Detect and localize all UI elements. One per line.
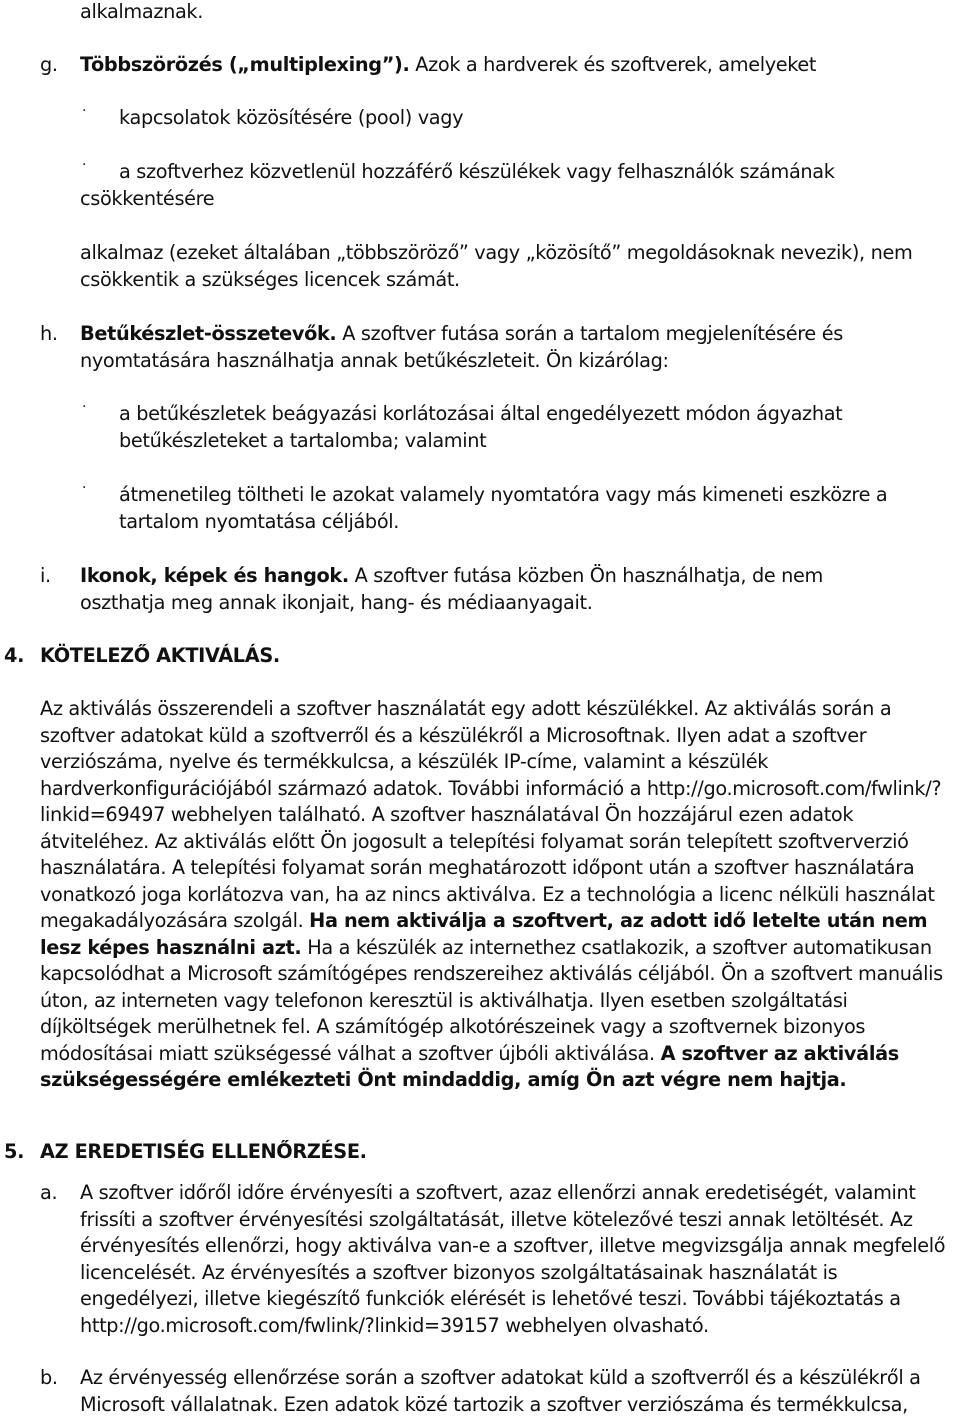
item-h-bullet-2: átmenetileg töltheti le azokat valamely nyomtatóra vagy más kimeneti eszközre a tartalom nyomtatása céljából. [119, 483, 888, 533]
item-g-paragraph [80, 52, 940, 79]
item-i-paragraph [80, 563, 900, 616]
item-h-marker: h. [40, 322, 58, 345]
intro-tail-text: alkalmaznak. [80, 0, 204, 23]
section-4-para-2: Ha a készülék az internethez csatlakozik, a szoftver automatikusan kapcsolódhat a Microsoft számítógépes rendszereihez aktiválás céljából. Ön a szoftvert manuális úton, az interneten vagy telefonon keresztül is aktiválhatja. Ilyen esetben szolgáltatási díjköltségek merülhetnek fel. A számítógép alkotórészeinek vagy a szoftvernek bizonyos módosításai miatt szükségessé válhat a szoftver újbóli aktiválása. [40, 935, 943, 1065]
section-4-heading: KÖTELEZŐ AKTIVÁLÁS. [40, 644, 280, 667]
section-5-a-text: A szoftver időről időre érvényesíti a szoftvert, azaz ellenőrzi annak eredetiségét, valamint frissíti a szoftver érvényesítési szolgáltatását, illetve kötelezővé teszi annak letöltését. Az érvényesítés ellenőrzi, hogy aktiválva van-e a szoftver, illetve megvizsgálja annak megfelelő licencelését. Az érvényesítés a szoftver bizonyos szolgáltatásainak használatát is engedélyezi, illetve kiegészítő funkciók elérését is lehetővé teszi. További tájékoztatás a http://go.microsoft.com/fwlink/?linkid=39157 webhelyen olvasható. [80, 1181, 946, 1337]
item-g-title: Többszörözés („multiplexing”). [80, 53, 410, 76]
section-5-b-text: Az érvényesség ellenőrzése során a szoftver adatokat küld a szoftverről és a készülékről a Microsoft vállalatnak. Ezen adatok közé tartozik a szoftver verziószáma és termékkulcsa, [80, 1366, 921, 1416]
section-5-b-marker: b. [40, 1366, 58, 1389]
item-i-title: Ikonok, képek és hangok. [80, 564, 349, 587]
bullet-icon: · [82, 480, 87, 496]
section-4-body [40, 696, 955, 1094]
item-h-text: A szoftver futása során a tartalom megjelenítésére és nyomtatására használhatja annak betűkészleteit. Ön kizárólag: [80, 322, 843, 372]
item-h-paragraph [80, 321, 940, 374]
item-g-lead: Azok a hardverek és szoftverek, amelyeket [415, 53, 817, 76]
bullet-icon: · [82, 399, 87, 415]
item-h-title: Betűkészlet-összetevők. [80, 322, 337, 345]
item-i-text: A szoftver futása közben Ön használhatja, de nem oszthatja meg annak ikonjait, hang- és médiaanyagait. [80, 564, 823, 614]
item-g-bullet-1: kapcsolatok közösítésére (pool) vagy [119, 106, 464, 129]
item-g-marker: g. [40, 53, 58, 76]
section-4-number: 4. [4, 644, 25, 667]
section-4-bold-2: A szoftver az aktiválás szükségességére emlékezteti Önt mindaddig, amíg Ön azt végre nem hajtja. [40, 1041, 899, 1091]
bullet-icon: · [82, 157, 87, 173]
section-4-para-1: Az aktiválás összerendeli a szoftver használatát egy adott készülékkel. Az aktiválás során a szoftver adatokat küld a szoftverről és a készülékről a Microsoftnak. Ilyen adat a szoftver verziószáma, nyelve és termékkulcsa, a készülék IP-címe, valamint a készülék hardverkonfigurációjából származó adatok. További információ a http://go.microsoft.com/fwlink/?linkid=69497 webhelyen található. A szoftver használatával Ön hozzájárul ezen adatok átviteléhez. Az aktiválás előtt Ön jogosult a telepítési folyamat során telepített szoftververzió használatára. A telepítési folyamat során meghatározott időpont után a szoftver használatára vonatkozó joga korlátozva van, ha az nincs aktiválva. Ez a technológia a licenc nélküli használat megakadályozására szolgál. [40, 697, 942, 932]
bullet-icon: · [82, 103, 87, 119]
section-4-bold-1: Ha nem aktiválja a szoftvert, az adott idő letelte után nem lesz képes használni azt. [40, 909, 928, 959]
section-5-a-marker: a. [40, 1181, 58, 1204]
section-5-heading: AZ EREDETISÉG ELLENŐRZÉSE. [40, 1140, 367, 1163]
item-g-after-text: alkalmaz (ezeket általában „többszöröző” vagy „közösítő” megoldásoknak nevezik), nem csökkentik a szükséges licencek számát. [80, 241, 913, 291]
item-h-bullet-1: a betűkészletek beágyazási korlátozásai által engedélyezett módon ágyazhat betűkészleteket a tartalomba; valamint [119, 402, 843, 452]
item-g-bullet-2: a szoftverhez közvetlenül hozzáférő készülékek vagy felhasználók számának csökkentésére [80, 160, 835, 210]
section-5-number: 5. [4, 1140, 25, 1163]
item-i-marker: i. [40, 564, 51, 587]
